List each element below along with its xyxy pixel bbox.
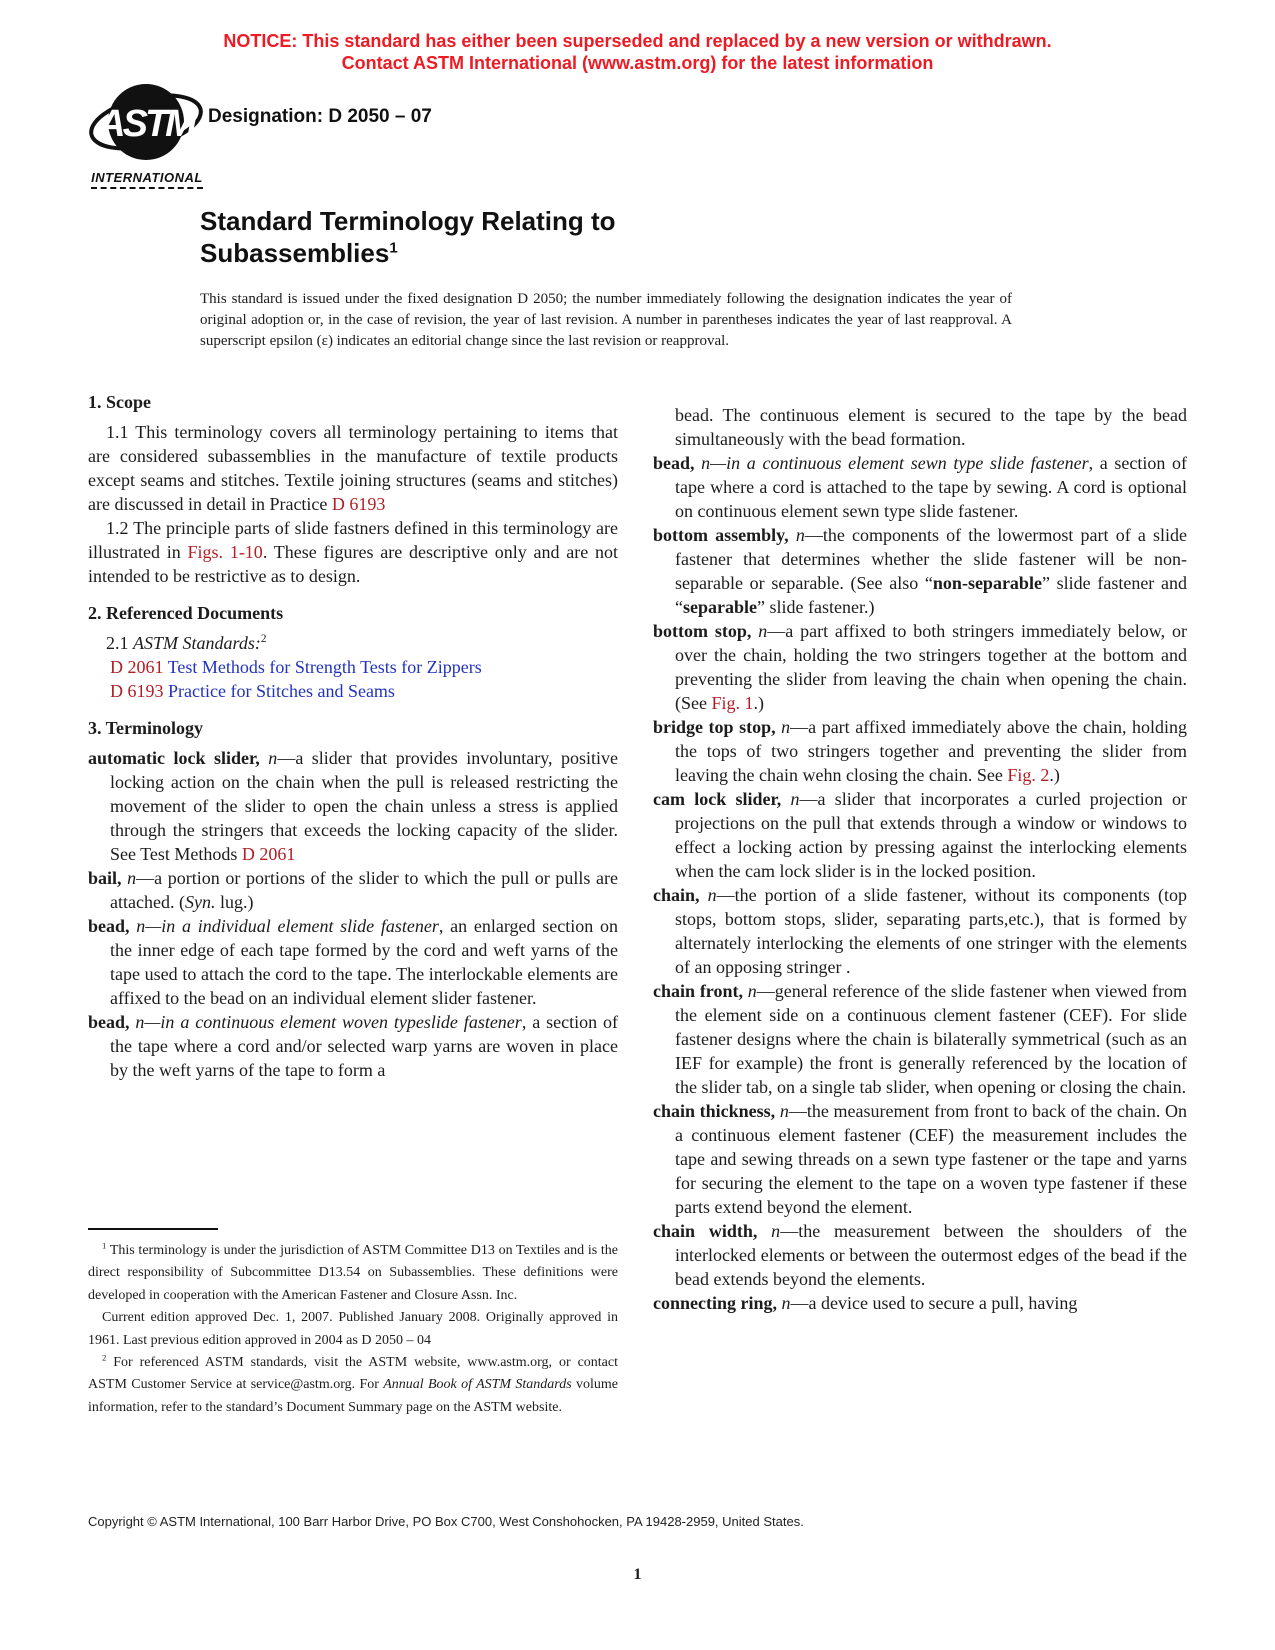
definition	[88, 1010, 618, 1082]
document-title-line2	[200, 237, 616, 269]
footnote	[88, 1307, 618, 1352]
link-fig-2[interactable]: Fig. 2	[1007, 765, 1050, 785]
astm-logo	[86, 80, 208, 189]
text-run: .)	[1049, 765, 1060, 785]
referenced-standard	[88, 655, 618, 679]
text-run: n—in a continuous element sewn type slide fastener	[694, 453, 1089, 473]
terminology-heading: 3. Terminology	[88, 718, 204, 738]
designation-line: Designation: D 2050 – 07	[208, 106, 432, 127]
text-run: 1.2 The principle parts of slide fastners defined in this terminology are illustrated in	[88, 518, 618, 562]
footnotes-block	[88, 1228, 618, 1419]
referenced-standards-list	[88, 655, 618, 703]
text-run: separable	[683, 597, 757, 617]
text-run: n	[757, 1221, 781, 1241]
text-run: n	[259, 748, 278, 768]
referenced-documents-heading: 2. Referenced Documents	[88, 603, 284, 623]
text-run: Syn.	[184, 892, 216, 912]
withdrawal-notice-line2: Contact ASTM International (www.astm.org) for the latest information	[341, 53, 934, 73]
withdrawal-notice-line1: NOTICE: This standard has either been superseded and replaced by a new version or withdrawn.	[223, 31, 1052, 51]
definition	[653, 715, 1187, 787]
right-column	[653, 403, 1187, 1315]
link-D-6193[interactable]: D 6193	[331, 494, 386, 514]
issuance-note: This standard is issued under the fixed designation D 2050; the number immediately following the designation indicates the year of original adoption or, in the case of revision, the year of last revision. A number in parentheses indicates the year of last reapproval. A superscript epsilon (ε) indicates an editorial change since the last revision or reapproval.	[200, 291, 1012, 349]
text-run: n	[699, 885, 717, 905]
text-run: 1.1 This terminology covers all terminology pertaining to items that are considered subassemblies in the manufacture of textile products except seams and stitches. Textile joining structures (seams and stitches) are discussed in detail in Practice	[88, 422, 618, 514]
text-run: bead,	[653, 453, 695, 473]
text-run: —a part affixed to both stringers immediately below, or over the chain, holding the two stringers together at the bottom and preventing the slider from leaving the chain when opening the chain. (See	[675, 621, 1187, 713]
text-run: n	[777, 1293, 791, 1313]
document-title-word: Subassemblies	[200, 238, 390, 268]
text-run: ” slide fastener and “	[675, 573, 1187, 617]
definition	[653, 883, 1187, 979]
text-run: n	[121, 868, 137, 888]
definition	[653, 523, 1187, 619]
text-run: Current edition approved Dec. 1, 2007. Published January 2008. Originally approved in 1961. Last previous edition approved in 2004 as D 2050 – 04	[88, 1310, 618, 1348]
text-run: This terminology is under the jurisdiction of ASTM Committee D13 on Textiles and is the direct responsibility of Subcommittee D13.54 on Subassemblies. These definitions were developed in cooperation with the American Fastener and Closure Assn. Inc.	[88, 1243, 618, 1303]
text-run: 2.1	[106, 633, 133, 653]
definition	[653, 451, 1187, 523]
text-run: bridge top stop,	[653, 717, 776, 737]
text-run: bead,	[88, 1012, 130, 1032]
text-run: 1	[102, 1240, 107, 1251]
text-run: bottom assembly,	[653, 525, 789, 545]
footnote	[88, 1352, 618, 1419]
page-number: 1	[633, 1566, 642, 1583]
text-run: Annual Book of ASTM Standards	[383, 1377, 572, 1393]
terminology-definitions-right	[653, 451, 1187, 1315]
definition	[88, 746, 618, 866]
text-run: . These figures are descriptive only and are not intended to be restrictive as to design.	[88, 542, 619, 586]
text-run: chain thickness,	[653, 1101, 776, 1121]
text-run: , a section of tape where a cord is attached to the tape by sewing. A cord is optional on continuous element sewn type slide fastener.	[675, 453, 1188, 521]
astm-standards-line	[88, 631, 618, 655]
link-fig-1[interactable]: Fig. 1	[711, 693, 754, 713]
text-run: bead,	[88, 916, 130, 936]
text-run: chain,	[653, 885, 700, 905]
text-run: 2	[102, 1352, 107, 1363]
text-run: ” slide fastener.)	[757, 597, 875, 617]
definition	[653, 787, 1187, 883]
definition	[653, 1219, 1187, 1291]
text-run: n	[775, 717, 791, 737]
copyright-line: Copyright © ASTM International, 100 Barr Harbor Drive, PO Box C700, West Conshohocken, PA 19428-2959, United States.	[88, 1514, 804, 1529]
definition	[88, 866, 618, 914]
text-run: n	[775, 1101, 789, 1121]
definition	[653, 619, 1187, 715]
link-figs-1-10[interactable]: Figs. 1-10	[187, 542, 263, 562]
text-run: chain width,	[653, 1221, 758, 1241]
astm-logo-text: ASTM	[98, 103, 194, 145]
astm-logo-icon	[88, 80, 206, 164]
definition	[653, 1099, 1187, 1219]
text-run: bottom stop,	[653, 621, 752, 641]
text-run: —the measurement between the shoulders of the interlocked elements or between the outermost edges of the bead if the bead extends beyond the elements.	[675, 1221, 1188, 1289]
link-D-2061[interactable]: D 2061	[110, 657, 164, 677]
text-run: bail,	[88, 868, 122, 888]
text-run: —a slider that provides involuntary, positive locking action on the chain when the pull is released restricting the movement of the slider to open the chain unless a stress is applied through the stringers that exceeds the locking capacity of the slider. See Test Methods	[110, 748, 619, 864]
text-run: , an enlarged section on the inner edge of each tape formed by the cord and weft yarns of the tape used to attach the cord to the tape. The interlockable elements are affixed to the bead on an individual element slider fastener.	[110, 916, 618, 1008]
link-D-6193-title[interactable]: Practice for Stitches and Seams	[163, 681, 395, 701]
text-run: connecting ring,	[653, 1293, 777, 1313]
text-run: —a part affixed immediately above the chain, holding the tops of two stringers together and preventing the slider from leaving the chain wehn closing the chain. See	[675, 717, 1188, 785]
link-D-2061-title[interactable]: Test Methods for Strength Tests for Zippers	[163, 657, 482, 677]
text-run: lug.)	[215, 892, 254, 912]
text-run: , a section of the tape where a cord and/or selected warp yarns are woven in place by the weft yarns of the tape to form a	[110, 1012, 619, 1080]
text-run: .)	[753, 693, 764, 713]
text-run: —a portion or portions of the slider to which the pull or pulls are attached. (	[110, 868, 619, 912]
text-run: cam lock slider,	[653, 789, 782, 809]
text-run: —the components of the lowermost part of a slide fastener that determines whether the slide fastener will be non-separable or separable. (See also “	[675, 525, 1187, 593]
text-run: volume information, refer to the standard’s Document Summary page on the ASTM website.	[88, 1377, 618, 1415]
referenced-standard	[88, 679, 618, 703]
title-footnote-ref[interactable]: 1	[389, 239, 398, 257]
scope-paragraph	[88, 420, 618, 516]
text-run: —the measurement from front to back of the chain. On a continuous element fastener (CEF) the measurement includes the tape and sewing threads on a sewn type fastener or the tape and yarns for securing the element to the tape on a woven type fastener if these parts extend beyond the element.	[675, 1101, 1188, 1217]
definition	[653, 979, 1187, 1099]
text-run: bead. The continuous element is secured to the tape by the bead simultaneously with the bead formation.	[675, 405, 1187, 449]
definition-continuation	[653, 403, 1187, 451]
footnote-list	[88, 1240, 618, 1419]
scope-paragraph	[88, 516, 618, 588]
definition	[653, 1291, 1187, 1315]
text-run: n	[742, 981, 757, 1001]
text-run: —the portion of a slide fastener, without its components (top stops, bottom stops, slider, separating parts,etc.), that is formed by alternately interlocking the elements of one stringer with the elements of an opposing stringer .	[675, 885, 1187, 977]
text-run: —general reference of the slide fastener when viewed from the element side on a continuous clement fastener (CEF). For slide fastener designs where the chain is bilaterally symmetrical (such as an IEF for example) the front is generally referenced by the location of the slider tab, on a single tab slider, when opening or closing the chain.	[675, 981, 1187, 1097]
scope-paragraphs	[88, 420, 618, 588]
text-run: ASTM Standards:	[133, 633, 261, 653]
left-column	[88, 390, 618, 1082]
footnote-divider	[88, 1228, 218, 1230]
text-run: 2	[260, 633, 267, 645]
text-run: For referenced ASTM standards, visit the ASTM website, www.astm.org, or contact ASTM Customer Service at service@astm.org. For	[88, 1355, 618, 1393]
footnote	[88, 1240, 618, 1307]
definition	[88, 914, 618, 1010]
text-run: non-separable	[932, 573, 1042, 593]
text-run: automatic lock slider,	[88, 748, 260, 768]
terminology-definitions-left	[88, 746, 618, 1082]
link-D-6193-ref[interactable]: D 6193	[110, 681, 164, 701]
document-title-line1: Standard Terminology Relating to	[200, 206, 616, 236]
document-title	[200, 205, 616, 269]
text-run: n—in a individual element slide fastener	[129, 916, 439, 936]
withdrawal-notice	[0, 30, 1275, 74]
text-run: n	[781, 789, 800, 809]
text-run: n	[751, 621, 768, 641]
text-run: —a slider that incorporates a curled projection or projections on the pull that extends through a window or windows to effect a locking action by pressing against the interlocking elements when the cam lock slider is in the locked position.	[675, 789, 1188, 881]
text-run: —a device used to secure a pull, having	[790, 1293, 1078, 1313]
link-D-2061-terminology[interactable]: D 2061	[241, 844, 296, 864]
text-run: n	[788, 525, 805, 545]
text-run: chain front,	[653, 981, 743, 1001]
text-run: n—in a continuous element woven typeslide fastener	[129, 1012, 522, 1032]
scope-heading: 1. Scope	[88, 392, 151, 412]
astm-logo-international-label: INTERNATIONAL	[91, 170, 203, 189]
